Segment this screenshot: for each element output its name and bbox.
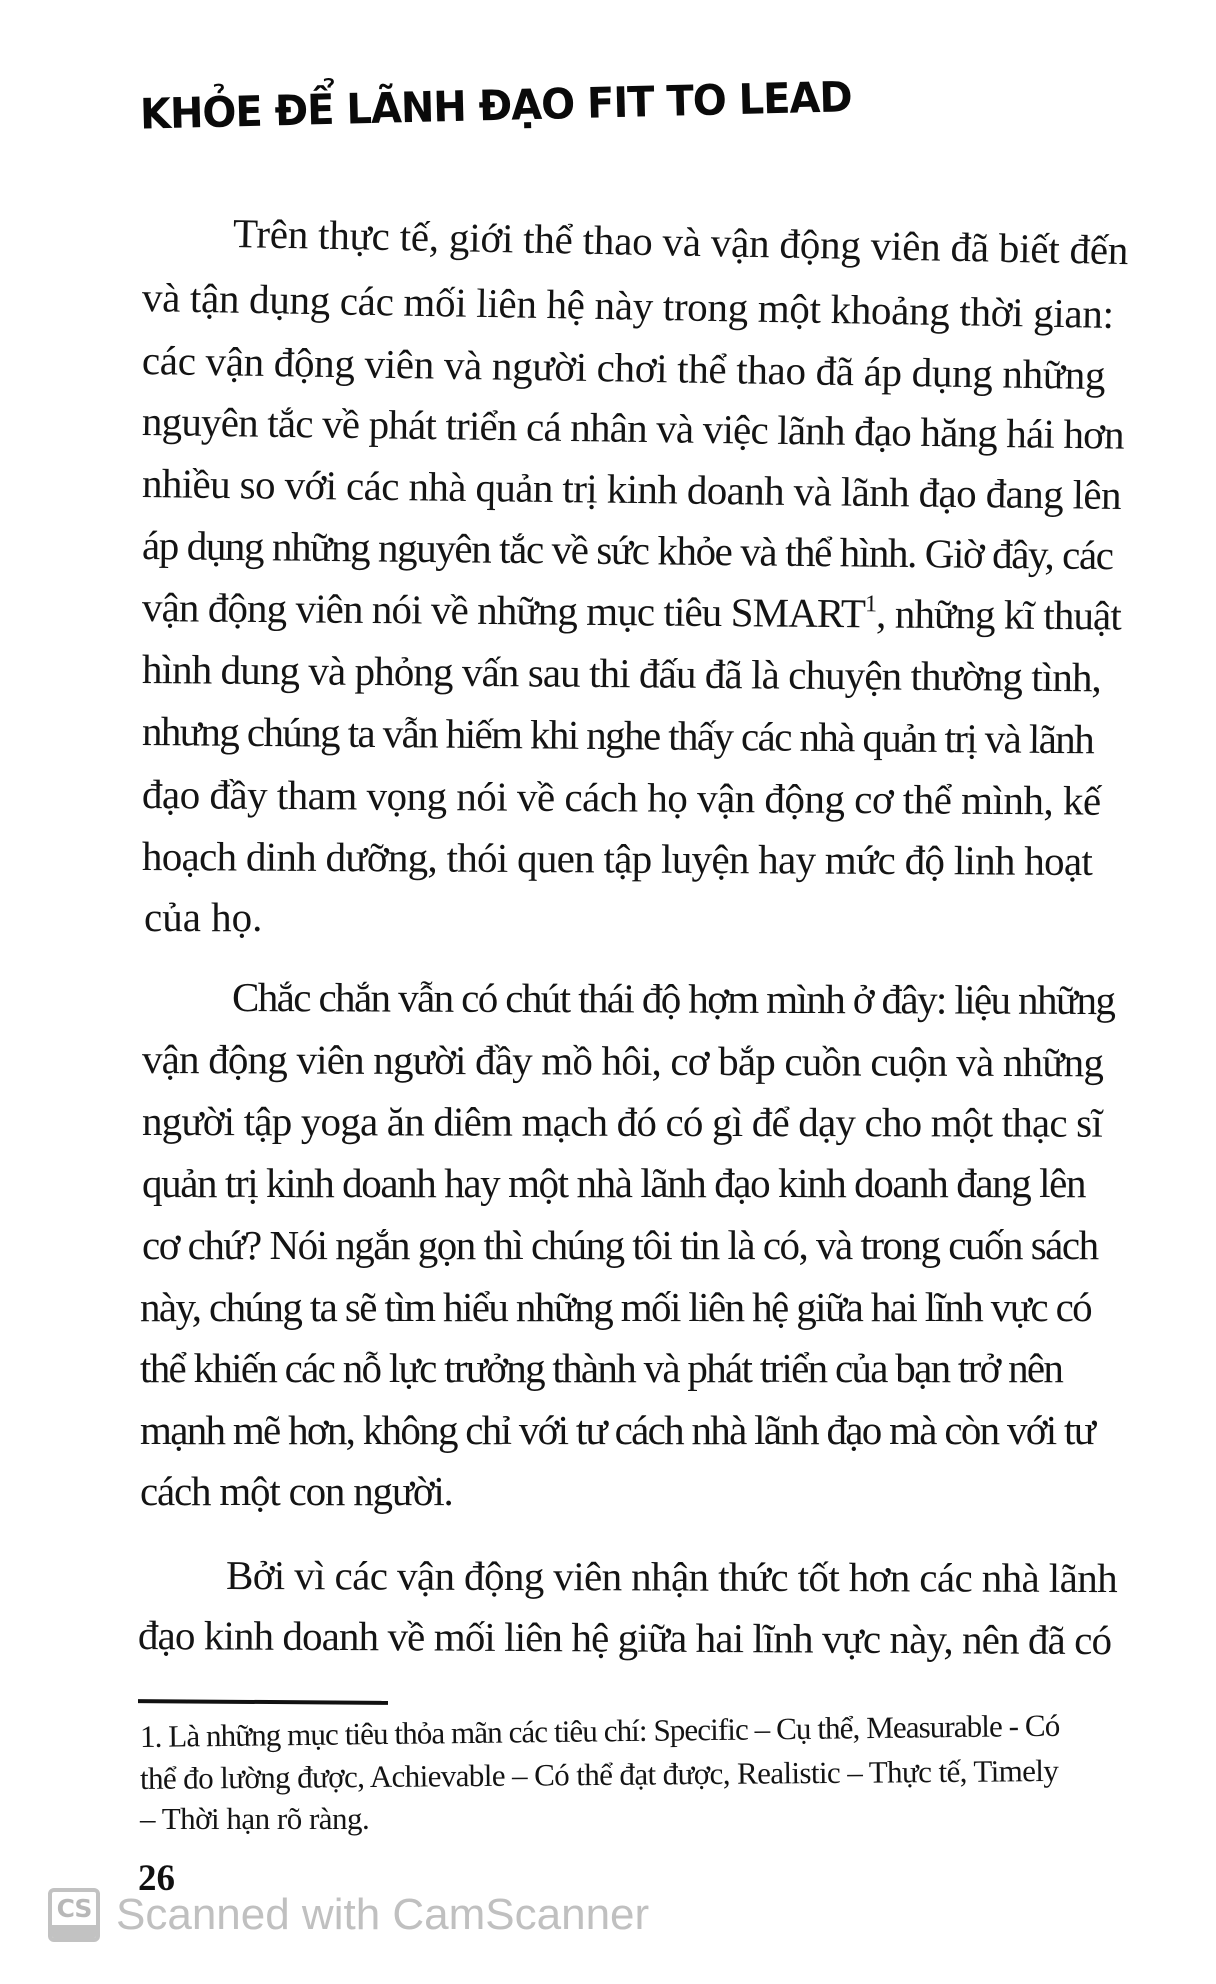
text-line: Trên thực tế, giới thể thao và vận động viên đã biết đến: [232, 210, 1129, 274]
text-line: cách một con người.: [140, 1468, 453, 1514]
text-line: Bởi vì các vận động viên nhận thức tốt hơn các nhà lãnh: [225, 1552, 1118, 1602]
footnote-line: 1. Là những mục tiêu thỏa mãn các tiêu chí: Specific – Cụ thể, Measurable - Có: [139, 1707, 1060, 1754]
logo-text: CS: [56, 1894, 92, 1923]
camscanner-watermark: [48, 1885, 649, 1945]
smart-tail: , những kĩ thuật: [875, 590, 1122, 639]
text-line: người tập yoga ăn diêm mạch đó có gì để dạy cho một thạc sĩ: [141, 1098, 1102, 1146]
text-line: cơ chứ? Nói ngắn gọn thì chúng tôi tin là có, và trong cuốn sách: [142, 1222, 1098, 1268]
watermark-text: Scanned with CamScanner: [116, 1890, 650, 1939]
text-line: này, chúng ta sẽ tìm hiểu những mối liên hệ giữa hai lĩnh vực có: [140, 1284, 1092, 1330]
footnote-rule: [138, 1699, 388, 1705]
text-line: hoạch dinh dưỡng, thói quen tập luyện hay mức độ linh hoạt: [141, 833, 1093, 884]
text-line: và tận dụng các mối liên hệ này trong một khoảng thời gian:: [141, 274, 1115, 337]
camscanner-logo-icon: [48, 1888, 100, 1942]
text-line: của họ.: [144, 894, 263, 940]
text-line: áp dụng những nguyên tắc về sức khỏe và thể hình. Giờ đây, các: [141, 522, 1113, 579]
footnote-ref-1[interactable]: 1: [865, 591, 877, 618]
text-line: nguyên tắc về phát triển cá nhân và việc lãnh đạo hăng hái hơn: [141, 398, 1125, 458]
smart-text: vận động viên nói về những mục tiêu SMART: [141, 584, 866, 637]
text-line: thể khiến các nỗ lực trưởng thành và phát triển của bạn trở nên: [140, 1345, 1063, 1391]
text-line: vận động viên người đầy mồ hôi, cơ bắp cuồn cuộn và những: [141, 1036, 1104, 1086]
page-number: 26: [138, 1858, 175, 1899]
text-line: mạnh mẽ hơn, không chỉ với tư cách nhà lãnh đạo mà còn với tư: [140, 1407, 1095, 1453]
text-line: quản trị kinh doanh hay một nhà lãnh đạo kinh doanh đang lên: [142, 1160, 1086, 1206]
text-line-smart: [142, 582, 1121, 641]
footnote-line: – Thời hạn rõ ràng.: [140, 1801, 370, 1836]
text-line: đạo đầy tham vọng nói về cách họ vận động cơ thể mình, kế: [141, 771, 1101, 824]
text-line: nhưng chúng ta vẫn hiếm khi nghe thấy các nhà quản trị và lãnh: [141, 708, 1094, 763]
running-header: KHỎE ĐỂ LÃNH ĐẠO FIT TO LEAD: [139, 73, 853, 140]
footnote-line: thể đo lường được, Achievable – Có thể đạt được, Realistic – Thực tế, Timely: [139, 1752, 1059, 1796]
text-line: hình dung và phỏng vấn sau thi đấu đã là chuyện thường tình,: [141, 646, 1102, 701]
text-line: đạo kinh doanh về mối liên hệ giữa hai lĩnh vực này, nên đã có: [137, 1612, 1112, 1664]
text-line: Chắc chắn vẫn có chút thái độ hợm mình ở đây: liệu những: [231, 974, 1115, 1024]
text-line: nhiều so với các nhà quản trị kinh doanh và lãnh đạo đang lên: [141, 460, 1122, 518]
text-line: các vận động viên và người chơi thể thao đã áp dụng những: [141, 337, 1106, 399]
